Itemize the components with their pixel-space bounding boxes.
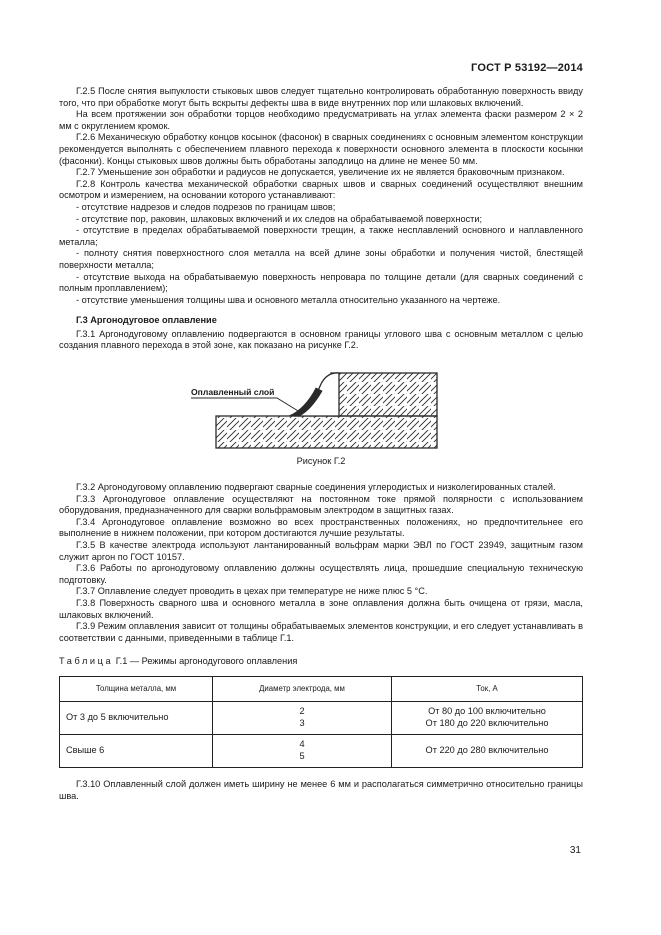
table-caption xyxy=(59,656,583,668)
figure-caption: Рисунок Г.2 xyxy=(296,456,346,467)
paragraph: Г.3.4 Аргонодуговое оплавление возможно во всех пространственных положениях, но предпочтительнее его выполнение в нижнем положении, при котором достигаются лучшие результаты. xyxy=(59,516,583,539)
page-content xyxy=(59,86,583,802)
paragraph: Г.3.6 Работы по аргонодуговому оплавлению должны осуществлять лица, прошедшие специальную техническую подготовку. xyxy=(59,563,583,585)
section-heading: Г.3 Аргонодуговое оплавление xyxy=(76,315,217,326)
paragraph: Г.2.6 Механическую обработку концов косынок (фасонок) в сварных соединениях с основным элементом конструкции рекомендуется выполнять с обеспечением плавного перехода к поверхности основного элемента в плоскости косынки (фасонки). Концы стыковых швов должны быть обработаны заподлицо на длине не менее 50 мм. xyxy=(59,132,583,166)
figure-g2 xyxy=(59,358,583,482)
table-header: Ток, А xyxy=(392,676,583,701)
list-item: - отсутствие выхода на обрабатываемую поверхность непровара по толщине детали (для сварных соединений с полным проплавлением); xyxy=(59,271,583,294)
cell-line: От 180 до 220 включительно xyxy=(425,717,549,728)
leader-line xyxy=(191,398,303,414)
paragraph: Г.3.2 Аргонодуговому оплавлению подвергают сварные соединения углеродистых и низколегированных сталей. xyxy=(76,482,556,493)
paragraph: Г.3.7 Оплавление следует проводить в цехах при температуре не ниже плюс 5 °С. xyxy=(76,586,428,597)
list-item: - отсутствие надрезов и следов подрезов по границам швов; xyxy=(76,201,336,212)
paragraph: Г.3.8 Поверхность сварного шва и основного металла в зоне оплавления должна быть очищена от грязи, масла, шлаковых включений. xyxy=(59,598,583,620)
table-cell xyxy=(392,734,583,767)
base-plate xyxy=(216,416,437,448)
table-row xyxy=(60,701,583,734)
paragraph: Г.3.5 В качестве электрода используют лантанированный вольфрам марки ЭВЛ по ГОСТ 23949, защитным газом служит аргон по ГОСТ 10157. xyxy=(59,540,583,562)
paragraph: Г.2.7 Уменьшение зон обработки и радиусов не допускается, увеличение их не является браковочным признаком. xyxy=(76,167,565,178)
list-item: - отсутствие пор, раковин, шлаковых включений и их следов на обрабатываемой поверхности; xyxy=(76,213,483,224)
cell-line: 3 xyxy=(299,717,305,728)
cell-line: 5 xyxy=(299,750,305,761)
melted-layer-label: Оплавленный слой xyxy=(191,387,275,398)
cell-line: От 220 до 280 включительно xyxy=(425,745,549,756)
table-caption-title: Г.1 — Режимы аргонодугового оплавления xyxy=(113,656,298,667)
paragraph: Г.3.3 Аргонодуговое оплавление осуществляют на постоянном токе прямой полярности с использованием оборудования, предназначенного для сварки вольфрамовым электродом в защитных газах. xyxy=(59,493,583,516)
cell-line: 2 xyxy=(299,706,305,717)
table-row xyxy=(60,734,583,767)
modes-table xyxy=(59,676,583,768)
table-cell: От 3 до 5 включительно xyxy=(60,701,213,734)
table-header: Диаметр электрода, мм xyxy=(213,676,392,701)
paragraph: Г.2.5 После снятия выпуклости стыковых швов следует тщательно контролировать обработанную поверхность ввиду того, что при обработке могут быть вскрыты дефекты шва в виде внутренних пор или шлаковых включений. xyxy=(59,86,583,108)
list-item: - отсутствие уменьшения толщины шва и основного металла относительно указанного на чертеже. xyxy=(76,294,501,305)
paragraph: На всем протяжении зон обработки торцов необходимо предусматривать на углах элемента фаски размером 2 × 2 мм с округлением кромок. xyxy=(59,109,583,131)
paragraph: Г.3.10 Оплавленный слой должен иметь ширину не менее 6 мм и располагаться симметрично относительно границы шва. xyxy=(59,778,583,801)
table-cell xyxy=(213,734,392,767)
cell-line: 4 xyxy=(299,739,305,750)
table-cell xyxy=(392,701,583,734)
list-item: - отсутствие в пределах обрабатываемой поверхности трещин, а также несплавлений основного и наплавленного металла; xyxy=(59,225,583,247)
paragraph: Г.3.1 Аргонодуговому оплавлению подвергаются в основном границы углового шва с основным металлом с целью создания плавного перехода в этой зоне, как показано на рисунке Г.2. xyxy=(59,328,583,351)
table-header: Толщина металла, мм xyxy=(60,676,213,701)
document-id: ГОСТ Р 53192—2014 xyxy=(471,62,583,74)
table-cell xyxy=(213,701,392,734)
table-caption-word: Таблица xyxy=(59,656,114,667)
paragraph: Г.3.9 Режим оплавления зависит от толщины обрабатываемых элементов конструкции, и его следует устанавливать в соответствии с данными, приведенными в таблице Г.1. xyxy=(59,621,583,643)
weld-diagram xyxy=(59,358,583,454)
cell-line: От 80 до 100 включительно xyxy=(428,706,546,717)
page-number: 31 xyxy=(569,845,581,856)
list-item: - полноту снятия поверхностного слоя металла на всей длине зоны обработки и получения чистой, блестящей поверхности металла; xyxy=(59,248,583,270)
table-cell: Свыше 6 xyxy=(60,734,213,767)
paragraph: Г.2.8 Контроль качества механической обработки сварных швов и сварных соединений осуществляют внешним осмотром и измерением, на основании которого устанавливают: xyxy=(59,178,583,201)
upper-plate xyxy=(331,373,437,416)
